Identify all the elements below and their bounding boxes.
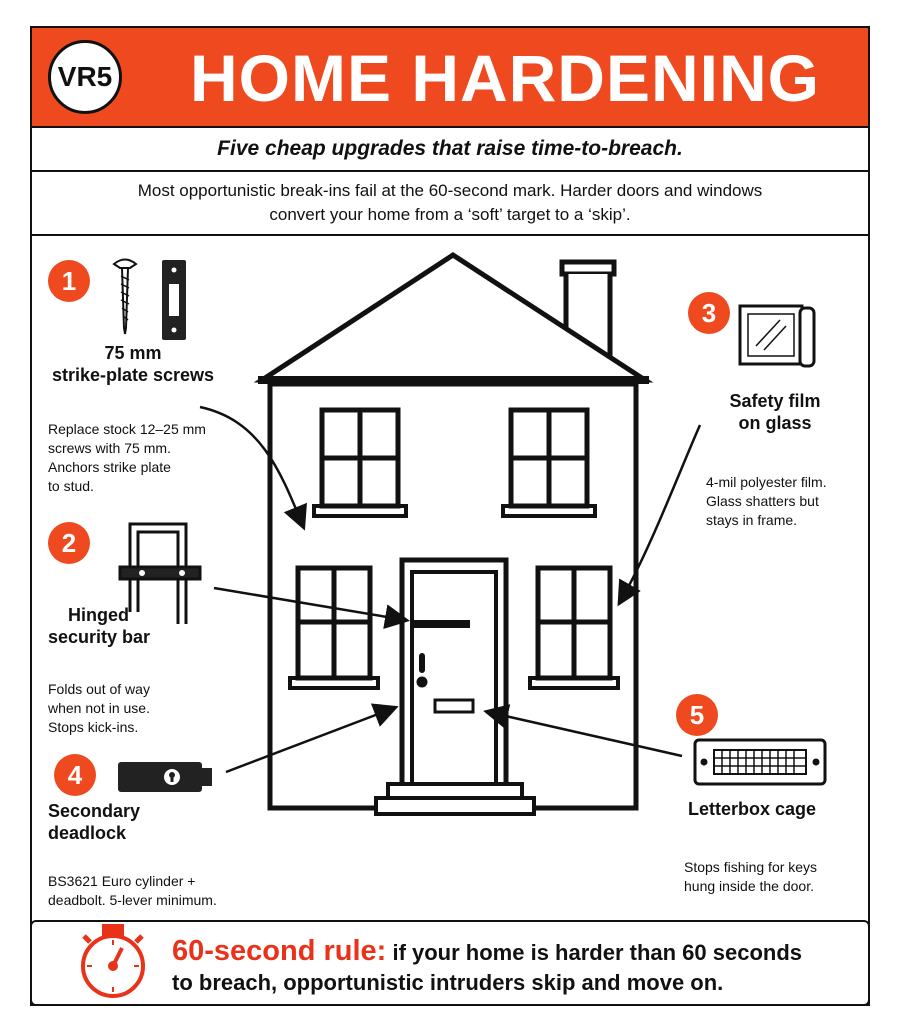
item-4-desc-line: BS3621 Euro cylinder +	[48, 873, 196, 889]
number-badge-5: 5	[676, 694, 718, 736]
item-4-desc-line: deadbolt. 5-lever minimum.	[48, 892, 217, 908]
rule-line-2: to breach, opportunistic intruders skip and move on.	[172, 970, 724, 995]
footer-rule-box	[30, 920, 870, 1006]
item-2-description	[48, 680, 150, 737]
vr5-badge: VR5	[48, 40, 122, 114]
intro-line-2: convert your home from a ‘soft’ target to a ‘skip’.	[269, 205, 631, 224]
item-1-desc-line: screws with 75 mm.	[48, 440, 171, 456]
item-3-title	[700, 390, 850, 434]
number-badge-1: 1	[48, 260, 90, 302]
item-3-title-line-1: Safety film	[729, 391, 821, 411]
item-2-title	[48, 604, 150, 648]
item-4-title-line-1: Secondary	[48, 801, 141, 821]
item-3-desc-line: Glass shatters but	[706, 493, 819, 509]
item-2-desc-line: Stops kick-ins.	[48, 719, 139, 735]
rule-heading: 60-second rule:	[172, 935, 387, 967]
deadlock-icon	[118, 762, 212, 792]
item-1-title-line-2: strike-plate screws	[51, 365, 215, 385]
number-badge-4: 4	[54, 754, 96, 796]
item-2-desc-line: Folds out of way	[48, 681, 150, 697]
rule-line-1: if your home is harder than 60 seconds	[386, 940, 803, 965]
item-1-description	[48, 420, 206, 496]
intro-line-1: Most opportunistic break-ins fail at the 60-second mark. Harder doors and windows	[137, 181, 763, 200]
page-title: HOME HARDENING	[189, 41, 820, 115]
item-3-title-line-2: on glass	[738, 413, 812, 433]
item-1-title-line-1: 75 mm	[104, 343, 162, 363]
item-1-title	[48, 342, 218, 386]
safety-film-roll-icon	[740, 306, 814, 366]
chimney-cap	[562, 262, 614, 274]
number-badge-3: 3	[688, 292, 730, 334]
item-2-desc-line: when not in use.	[48, 700, 150, 716]
item-4-title-line-2: deadlock	[48, 823, 127, 843]
item-1-desc-line: Replace stock 12–25 mm	[48, 421, 206, 437]
letterbox-cage-icon	[695, 740, 825, 784]
item-5-desc-line: Stops fishing for keys	[684, 859, 818, 875]
item-3-desc-line: stays in frame.	[706, 512, 798, 528]
item-5-description	[684, 858, 817, 896]
sixty-second-rule	[172, 936, 862, 998]
item-2-title-line-2: security bar	[48, 627, 151, 647]
item-2-title-line-1: Hinged	[68, 605, 129, 625]
item-1-desc-line: to stud.	[48, 478, 94, 494]
number-badge-2: 2	[48, 522, 90, 564]
item-3-desc-line: 4-mil polyester film.	[706, 474, 827, 490]
subtitle: Five cheap upgrades that raise time-to-breach.	[30, 128, 870, 172]
screw-and-strike-plate-icon	[114, 260, 186, 341]
item-3-description	[706, 473, 827, 530]
house-wall	[270, 384, 636, 808]
item-4-description	[48, 872, 217, 910]
item-5-title: Letterbox cage	[688, 799, 817, 819]
item-4-title	[48, 800, 140, 844]
item-5-desc-line: hung inside the door.	[684, 878, 814, 894]
item-1-desc-line: Anchors strike plate	[48, 459, 171, 475]
